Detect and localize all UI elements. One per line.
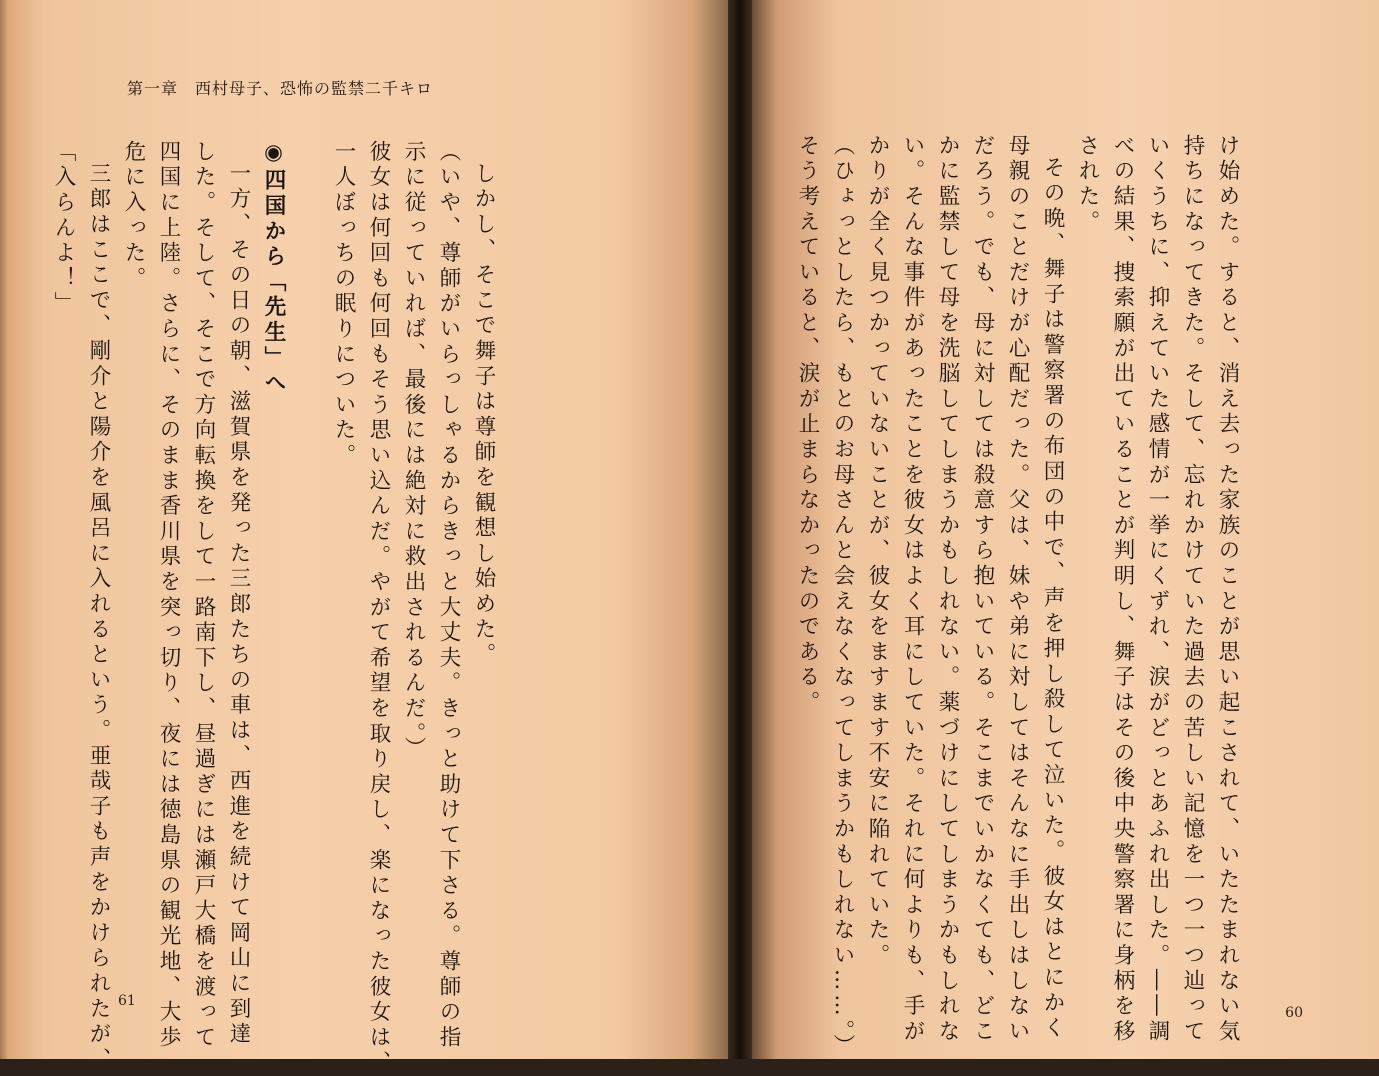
text-line: かりが全く見つかっていないことが、彼女をますます不安に陥れていた。 — [865, 134, 890, 969]
text-line: け始めた。すると、消え去った家族のことが思い起こされて、いたたまれない気 — [1215, 134, 1240, 1045]
right-page — [752, 0, 1379, 1059]
section-heading: ◉四国から「先生」へ — [261, 140, 286, 397]
text-line: いくうちに、抑えていた感情が一挙にくずれ、涙がどっとあふれ出した。――調 — [1145, 134, 1170, 1045]
text-line: しかし、そこで舞子は尊師を観想し始めた。 — [471, 161, 496, 668]
text-line: （ひょっとしたら、もとのお母さんと会えなくなってしまうかもしれない……。） — [830, 134, 855, 1060]
text-line: された。 — [1075, 134, 1100, 236]
text-line: 一方、その日の朝、滋賀県を発った三郎たちの車は、西進を続けて岡山に到達 — [226, 161, 251, 1047]
right-page-text — [790, 134, 1245, 1060]
text-line: 三郎はここで、剛介と陽介を風呂に入れるという。亜哉子も声をかけられたが、 — [86, 161, 111, 1073]
text-line: 四国に上陸。さらに、そのまま香川県を突っ切り、夜には徳島県の観光地、大歩 — [156, 140, 181, 1051]
page-edge-shadow — [0, 0, 8, 1059]
text-line: 母親のことだけが心配だった。父は、妹や弟に対してはそんなに手出しはしない — [1005, 134, 1030, 1045]
text-line: 持ちになってきた。そして、忘れかけていた過去の苦しい記憶を一つ一つ辿って — [1180, 134, 1205, 1045]
text-line: その晩、舞子は警察署の布団の中で、声を押し殺して泣いた。彼女はとにかく — [1040, 155, 1065, 1041]
page-number: 60 — [1285, 1005, 1303, 1021]
text-line: そう考えていると、涙が止まらなかったのである。 — [795, 134, 820, 716]
text-line: かに監禁して母を洗脳してしまうかもしれない。薬づけにしてしまうかもしれな — [935, 134, 960, 1045]
text-line: 「入らんよ！」 — [51, 140, 76, 318]
page-number: 61 — [118, 993, 136, 1009]
text-line: べの結果、捜索願が出ていることが判明し、舞子はその後中央警察署に身柄を移 — [1110, 134, 1135, 1045]
text-line: 一人ぼっちの眠りについた。 — [331, 140, 356, 469]
text-line: した。そして、そこで方向転換をして一路南下し、昼過ぎには瀬戸大橋を渡って — [191, 140, 216, 1051]
text-line: 彼女は何回も何回もそう思い込んだ。やがて希望を取り戻し、楽になった彼女は、 — [366, 140, 391, 1076]
running-head: 第一章 西村母子、恐怖の監禁二千キロ — [127, 79, 434, 98]
text-line: だろう。でも、母に対しては殺意すら抱いている。そこまでいかなくても、どこ — [970, 134, 995, 1045]
text-line: （いや、尊師がいらっしゃるからきっと大丈夫。きっと助けて下さる。尊師の指 — [436, 140, 461, 1051]
text-line: い。そんな事件があったことを彼女はよく耳にしていた。それに何よりも、手が — [900, 134, 925, 1045]
book-gutter — [728, 0, 752, 1059]
blank-line — [291, 140, 326, 1000]
text-line: 危に入った。 — [121, 140, 146, 292]
text-line: 示に従っていれば、最後には絶対に救出されるんだ。） — [401, 140, 426, 762]
